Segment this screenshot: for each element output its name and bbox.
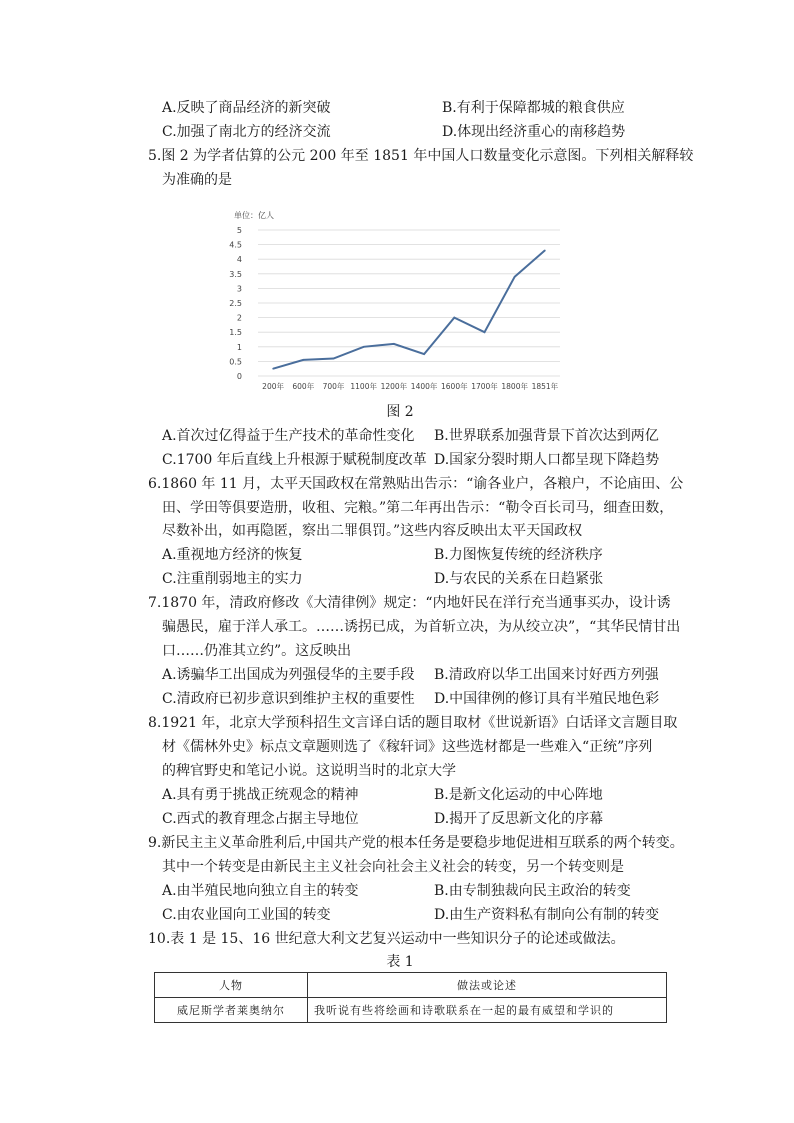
q5-option-c: C.1700 年后直线上升根源于赋税制度改革 <box>162 452 427 468</box>
chart-x-tick-label: 1700年 <box>471 382 498 391</box>
chart-data-point <box>544 250 546 252</box>
q6-option-a: A.重视地方经济的恢复 <box>162 547 303 563</box>
chart-x-tick-label: 1851年 <box>531 382 559 391</box>
chart-x-tick-label: 200年 <box>262 382 285 391</box>
q6-option-d: D.与农民的关系在日趋紧张 <box>434 571 604 587</box>
chart-y-tick-label: 4 <box>236 255 242 265</box>
q6-stem-line1: 6.1860 年 11 月，太平天国政权在常熟贴出告示：“谕各业户，各粮户，不论庙田、公 <box>148 476 684 492</box>
q7-stem-line2: 骗愚民，雇于洋人承工。……诱拐已成，为首斩立决，为从绞立决”，“其华民情甘出 <box>162 619 681 635</box>
chart-y-tick-label: 4.5 <box>229 240 242 250</box>
table-row <box>155 998 667 1023</box>
q7-stem-line1: 7.1870 年，清政府修改《大清律例》规定：“内地奸民在洋行充当通事买办，设计诱 <box>148 595 671 611</box>
q4-option-a: A.反映了商品经济的新突破 <box>162 100 331 116</box>
chart-x-tick-label: 600年 <box>292 382 315 391</box>
chart-y-tick-label: 1 <box>236 342 242 352</box>
q7-option-c: C.清政府已初步意识到维护主权的重要性 <box>162 691 415 707</box>
chart-x-tick-label: 1600年 <box>441 382 468 391</box>
table-header-practice: 做法或论述 <box>308 973 667 998</box>
q8-stem-line3: 的稗官野史和笔记小说。这说明当时的北京大学 <box>162 763 456 779</box>
chart-x-tick-label: 1800年 <box>501 382 528 391</box>
table-1 <box>154 972 667 1023</box>
q7-stem-line3: 口……仍准其立约”。这反映出 <box>162 643 352 659</box>
table-cell-practice: 我听说有些将绘画和诗歌联系在一起的最有威望和学识的 <box>308 998 667 1023</box>
q9-stem-line2: 其中一个转变是由新民主主义社会向社会主义社会的转变，另一个转变则是 <box>162 859 624 875</box>
chart-data-point <box>333 358 335 360</box>
q6-option-c: C.注重削弱地主的实力 <box>162 571 303 587</box>
chart-data-point <box>303 359 305 361</box>
q9-option-d: D.由生产资料私有制向公有制的转变 <box>434 907 660 923</box>
table-cell-person: 威尼斯学者莱奥纳尔 <box>155 998 308 1023</box>
chart-y-tick-label: 2.5 <box>229 299 242 308</box>
q5-option-d: D.国家分裂时期人口都呈现下降趋势 <box>434 452 660 468</box>
chart-data-point <box>514 276 516 278</box>
chart-data-point <box>363 346 365 348</box>
chart-y-tick-label: 3.5 <box>229 269 242 279</box>
chart-y-tick-label: 2 <box>236 313 242 323</box>
chart-data-point <box>423 353 425 355</box>
chart-x-tick-label: 1100年 <box>350 382 377 391</box>
q7-option-d: D.中国律例的修订具有半殖民地色彩 <box>434 691 660 707</box>
q6-stem-line2: 田、学田等俱要造册，收租、完粮。”第二年再出告示：“勒令百长司马，细查田数， <box>162 500 674 516</box>
q9-option-a: A.由半殖民地向独立自主的转变 <box>162 883 359 899</box>
q4-option-b: B.有利于保障都城的粮食供应 <box>442 100 625 116</box>
q8-stem-line2: 材《儒林外史》标点文章题则选了《稼轩词》这些选材都是一些难入“正统”序列 <box>162 739 653 755</box>
q5-stem-line1: 5.图 2 为学者估算的公元 200 年至 1851 年中国人口数量变化示意图。下列相关解释较 <box>148 148 694 164</box>
q9-option-c: C.由农业国向工业国的转变 <box>162 907 331 923</box>
chart-y-tick-labels <box>229 226 242 381</box>
table-1-caption: 表 1 <box>386 954 414 970</box>
chart-data-points <box>272 250 545 370</box>
q8-option-b: B.是新文化运动的中心阵地 <box>434 787 603 803</box>
chart-y-tick-label: 1.5 <box>229 328 242 338</box>
q8-stem-line1: 8.1921 年，北京大学预科招生文言译白话的题目取材《世说新语》白话译文言题目取 <box>148 715 678 731</box>
q6-stem-line3: 尽数补出，如再隐匿，察出二罪俱罚。”这些内容反映出太平天国政权 <box>162 523 583 539</box>
table-header-row <box>155 973 667 998</box>
chart-y-tick-label: 0.5 <box>229 357 242 367</box>
chart-x-tick-label: 1200年 <box>380 382 408 391</box>
q9-option-b: B.由专制独裁向民主政治的转变 <box>434 883 631 899</box>
chart-y-tick-label: 5 <box>236 226 242 235</box>
chart-x-tick-label: 1400年 <box>410 382 438 391</box>
q5-stem-line2: 为准确的是 <box>162 172 232 188</box>
chart-series-line <box>273 250 545 368</box>
q4-option-d: D.体现出经济重心的南移趋势 <box>442 124 626 140</box>
population-line-chart <box>228 206 568 396</box>
figure-2-caption: 图 2 <box>386 404 414 420</box>
q5-option-b: B.世界联系加强背景下首次达到两亿 <box>434 428 659 444</box>
q8-option-a: A.具有勇于挑战正统观念的精神 <box>162 787 359 803</box>
chart-unit-label: 单位：亿人 <box>234 211 274 220</box>
chart-x-tick-label: 700年 <box>322 382 345 391</box>
q9-stem-line1: 9.新民主主义革命胜利后,中国共产党的根本任务是要稳步地促进相互联系的两个转变。 <box>148 835 684 851</box>
q7-option-b: B.清政府以华工出国来讨好西方列强 <box>434 667 659 683</box>
chart-data-point <box>484 331 486 333</box>
table-header-person: 人物 <box>155 973 308 998</box>
q8-option-d: D.揭开了反思新文化的序幕 <box>434 811 604 827</box>
q6-option-b: B.力图恢复传统的经济秩序 <box>434 547 603 563</box>
chart-data-point <box>393 343 395 345</box>
q5-option-a: A.首次过亿得益于生产技术的革命性变化 <box>162 428 415 444</box>
q8-option-c: C.西式的教育理念占据主导地位 <box>162 811 359 827</box>
chart-data-point <box>454 317 456 319</box>
chart-data-point <box>272 368 274 370</box>
chart-y-tick-label: 0 <box>236 372 242 381</box>
q4-option-c: C.加强了南北方的经济交流 <box>162 124 331 140</box>
chart-y-tick-label: 3 <box>236 284 242 294</box>
q7-option-a: A.诱骗华工出国成为列强侵华的主要手段 <box>162 667 415 683</box>
chart-x-tick-labels <box>262 381 559 391</box>
q10-stem: 10.表 1 是 15、16 世纪意大利文艺复兴运动中一些知识分子的论述或做法。 <box>148 931 625 947</box>
chart-gridlines <box>258 230 560 376</box>
